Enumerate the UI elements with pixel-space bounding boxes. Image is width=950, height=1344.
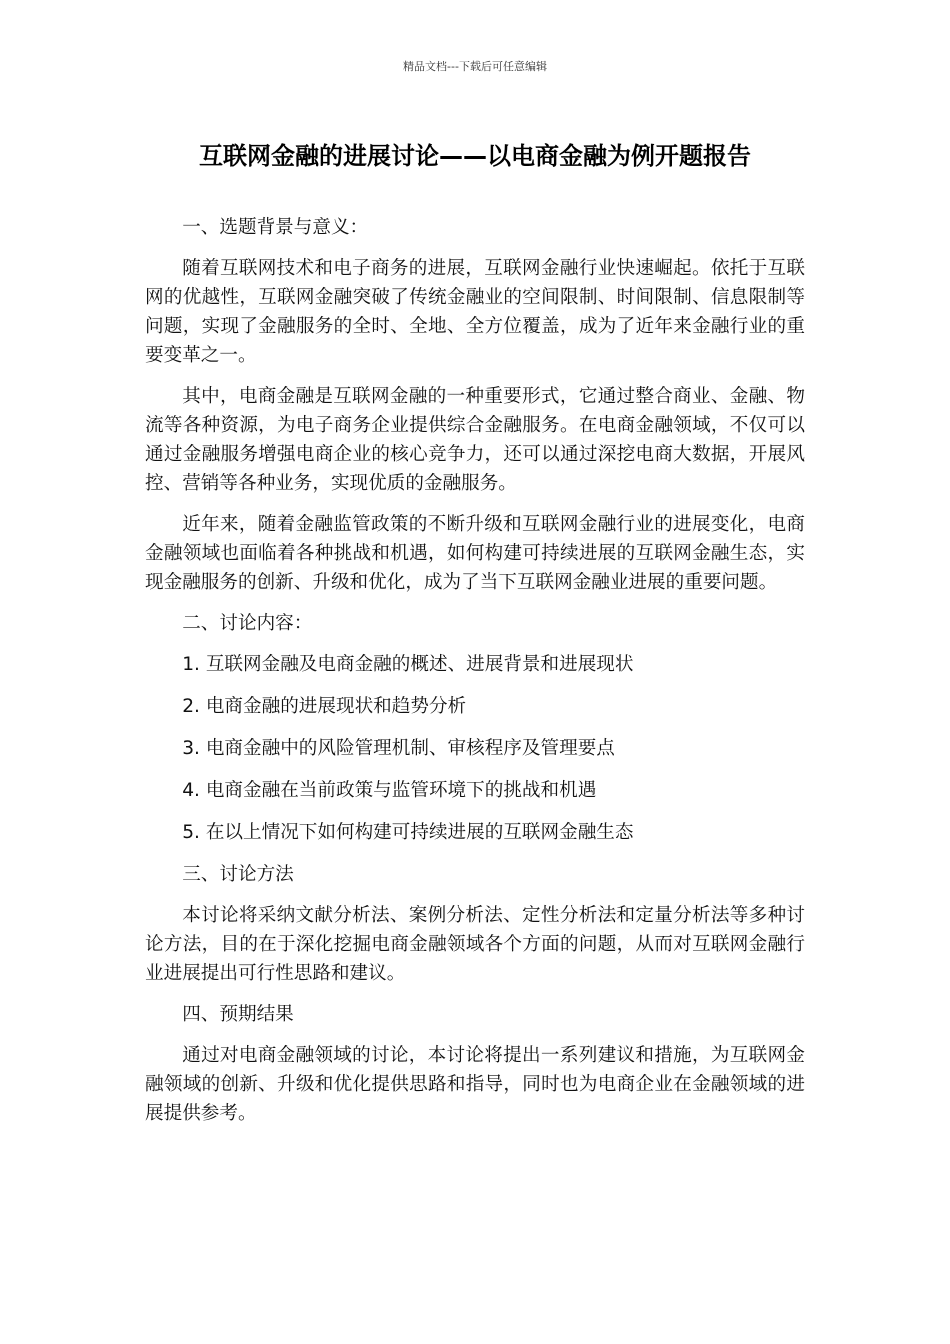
paragraph-background-1: 随着互联网技术和电子商务的进展，互联网金融行业快速崛起。依托于互联网的优越性，互联网金融突破了传统金融业的空间限制、时间限制、信息限制等问题，实现了金融服务的全时、全地、全方位覆盖，成为了近年来金融行业的重要变革之一。: [145, 258, 805, 366]
document-title: 互联网金融的进展讨论——以电商金融为例开题报告: [199, 142, 751, 170]
header-note: 精品文档---下载后可任意编辑: [403, 60, 547, 73]
paragraph-results: 通过对电商金融领域的讨论，本讨论将提出一系列建议和措施，为互联网金融领域的创新、升级和优化提供思路和指导，同时也为电商企业在金融领域的进展提供参考。: [145, 1045, 805, 1124]
paragraph-background-2: 其中，电商金融是互联网金融的一种重要形式，它通过整合商业、金融、物流等各种资源，为电子商务企业提供综合金融服务。在电商金融领域，不仅可以通过金融服务增强电商企业的核心竞争力，还可以通过深挖电商大数据，开展风控、营销等各种业务，实现优质的金融服务。: [145, 386, 805, 494]
paragraph-method: 本讨论将采纳文献分析法、案例分析法、定性分析法和定量分析法等多种讨论方法，目的在于深化挖掘电商金融领域各个方面的问题，从而对互联网金融行业进展提出可行性思路和建议。: [145, 905, 805, 984]
list-item: 3. 电商金融中的风险管理机制、审核程序及管理要点: [182, 738, 615, 759]
list-item: 5. 在以上情况下如何构建可持续进展的互联网金融生态: [182, 822, 634, 843]
section-heading-background: 一、选题背景与意义：: [182, 217, 369, 238]
paragraph-background-3: 近年来，随着金融监管政策的不断升级和互联网金融行业的进展变化，电商金融领域也面临着各种挑战和机遇，如何构建可持续进展的互联网金融生态，实现金融服务的创新、升级和优化，成为了当下互联网金融业进展的重要问题。: [145, 514, 805, 593]
list-item: 4. 电商金融在当前政策与监管环境下的挑战和机遇: [182, 780, 597, 801]
section-heading-method: 三、讨论方法: [182, 864, 294, 885]
list-item: 2. 电商金融的进展现状和趋势分析: [182, 696, 467, 717]
document-body: [145, 213, 805, 1140]
section-heading-content: 二、讨论内容：: [182, 613, 313, 634]
list-item: 1. 互联网金融及电商金融的概述、进展背景和进展现状: [182, 654, 634, 675]
section-heading-results: 四、预期结果: [182, 1004, 294, 1025]
